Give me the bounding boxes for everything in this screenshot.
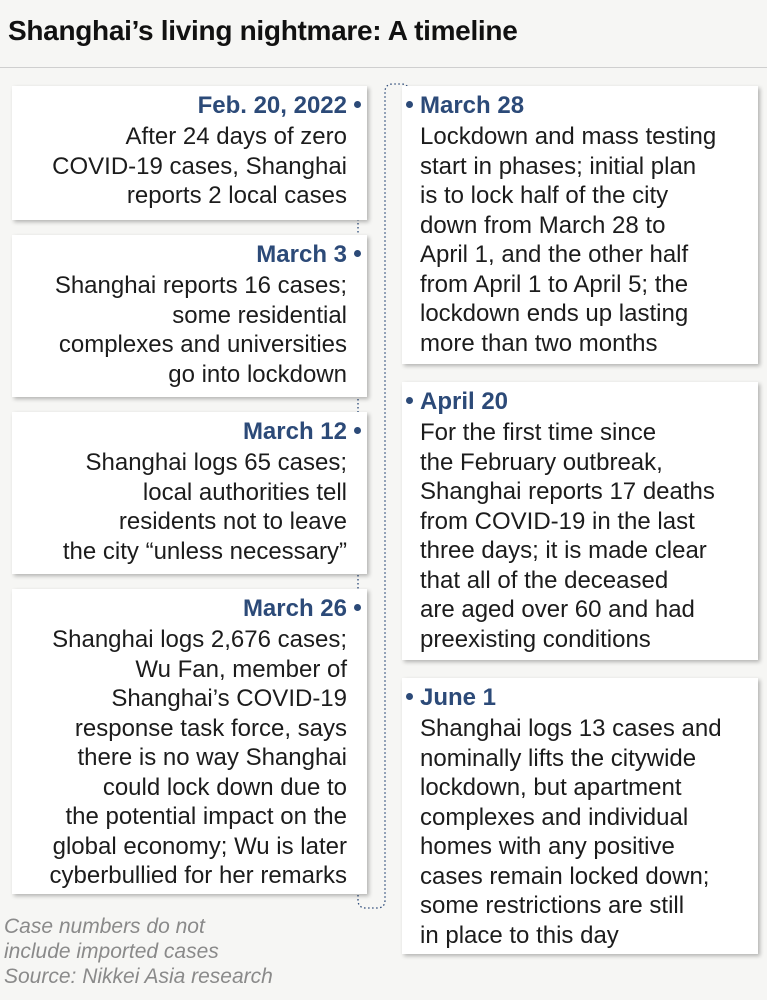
event-line: lockdown, but apartment [420, 774, 682, 801]
event-line: from COVID-19 in the last [420, 507, 695, 535]
event-line: lockdown ends up lasting [420, 300, 689, 327]
event-line: start in phases; initial plan [420, 152, 697, 180]
event-line: some restrictions are still [420, 892, 685, 919]
event-line: For the first time since [420, 419, 657, 446]
event-date: March 12 [242, 418, 347, 445]
timeline-dot [354, 101, 361, 108]
timeline-dot [406, 101, 413, 108]
event-line: nominally lifts the citywide [420, 744, 697, 772]
event-line: residents not to leave [118, 508, 347, 535]
event-line: After 24 days of zero [125, 123, 347, 150]
event-line: Shanghai logs 2,676 cases; [52, 626, 347, 653]
event-date: June 1 [420, 684, 497, 711]
event-line: could lock down due to [102, 773, 347, 801]
event-line: complexes and individual [420, 803, 689, 831]
event-line: more than two months [420, 329, 658, 357]
event-line: Shanghai logs 65 cases; [85, 449, 347, 476]
event-line: Wu Fan, member of [135, 655, 347, 683]
event-card-march28 [402, 86, 758, 364]
event-line: in place to this day [420, 921, 619, 949]
timeline-dot [354, 250, 361, 257]
event-line: COVID-19 cases, Shanghai [52, 152, 347, 180]
footnote-line: include imported cases [4, 940, 219, 963]
event-date: March 26 [242, 595, 347, 622]
timeline-dot [354, 604, 361, 611]
event-line: cases remain locked down; [420, 862, 710, 890]
event-date: March 28 [420, 92, 525, 119]
event-line: some residential [172, 301, 347, 329]
event-line: complexes and universities [58, 331, 347, 358]
event-line: Shanghai’s COVID-19 [111, 685, 347, 712]
event-line: response task force, says [74, 714, 347, 742]
event-line: Lockdown and mass testing [420, 123, 717, 150]
event-card-march3 [12, 235, 367, 397]
event-line: go into lockdown [168, 360, 347, 388]
event-line: is to lock half of the city [420, 182, 669, 209]
event-line: global economy; Wu is later [52, 832, 347, 860]
event-line: local authorities tell [142, 478, 347, 506]
event-card-feb20 [12, 86, 367, 220]
event-line: Shanghai logs 13 cases and [420, 715, 722, 742]
event-line: Shanghai reports 17 deaths [420, 478, 715, 505]
event-line: down from March 28 to [420, 211, 666, 239]
event-line: are aged over 60 and had [420, 596, 695, 623]
event-line: the city “unless necessary” [62, 537, 347, 565]
footnote-line: Case numbers do not [4, 915, 205, 938]
source-line: Source: Nikkei Asia research [4, 965, 273, 988]
event-line: cyberbullied for her remarks [49, 862, 347, 889]
timeline-dot [406, 693, 413, 700]
timeline-dot [354, 427, 361, 434]
event-line: the February outbreak, [420, 448, 663, 476]
event-card-march12 [12, 412, 367, 574]
event-line: the potential impact on the [65, 803, 347, 830]
event-line: preexisting conditions [420, 625, 651, 653]
event-date: April 20 [420, 388, 509, 415]
event-line: there is no way Shanghai [77, 744, 347, 771]
event-card-march26 [12, 589, 367, 894]
event-line: April 1, and the other half [420, 241, 689, 268]
page-title: Shanghai’s living nightmare: A timeline [8, 15, 518, 46]
event-date: March 3 [256, 241, 347, 268]
event-line: homes with any positive [420, 833, 675, 860]
event-card-april20 [402, 382, 758, 660]
footnote [4, 914, 273, 989]
event-line: Shanghai reports 16 cases; [54, 272, 347, 299]
event-line: three days; it is made clear [420, 537, 707, 564]
event-line: reports 2 local cases [126, 182, 347, 209]
event-line: that all of the deceased [420, 566, 669, 594]
event-date: Feb. 20, 2022 [197, 92, 347, 119]
timeline-dot [406, 397, 413, 404]
event-card-june1 [402, 678, 758, 954]
event-line: from April 1 to April 5; the [420, 270, 689, 298]
